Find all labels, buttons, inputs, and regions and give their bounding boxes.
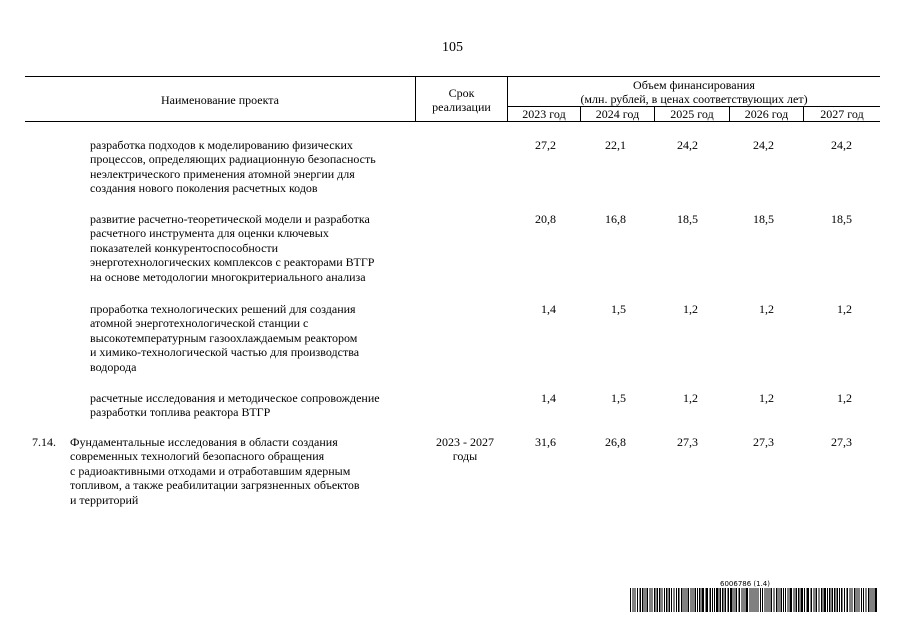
- value-2026: 18,5: [753, 212, 774, 226]
- barcode-image: [630, 588, 880, 612]
- value-2027: 27,3: [831, 435, 852, 449]
- value-2026: 1,2: [759, 391, 774, 405]
- value-2023: 20,8: [535, 212, 556, 226]
- value-2024: 1,5: [611, 391, 626, 405]
- header-bottom-rule: [25, 121, 880, 122]
- header-year-2027: 2027 год: [820, 107, 864, 121]
- header-year-2026: 2026 год: [744, 107, 789, 121]
- project-name: разработка подходов к моделированию физических процессов, определяющих радиационную безопасность неэлектрического применения атомной энергии для создания нового поколения расчетных кодов: [90, 138, 376, 196]
- value-2027: 1,2: [837, 302, 852, 316]
- value-2023: 31,6: [535, 435, 556, 449]
- value-2025: 1,2: [683, 302, 698, 316]
- row-number: 7.14.: [32, 435, 56, 449]
- header-year-2025: 2025 год: [670, 107, 714, 121]
- value-2027: 18,5: [831, 212, 852, 226]
- value-2024: 1,5: [611, 302, 626, 316]
- value-2025: 18,5: [677, 212, 698, 226]
- value-2025: 27,3: [677, 435, 698, 449]
- value-2023: 1,4: [541, 302, 556, 316]
- header-year-2024: 2024 год: [595, 107, 640, 121]
- value-2027: 24,2: [831, 138, 852, 152]
- project-name: Фундаментальные исследования в области создания современных технологий безопасного обращения с радиоактивными отходами и отработавшим ядерным топливом, а также реабилитации загрязненных объектов и территорий: [70, 435, 360, 507]
- project-name: проработка технологических решений для создания атомной энерготехнологической станции с высокотемпературным газоохлаждаемым реактором и химико-технологической частью для производства водорода: [90, 302, 360, 374]
- value-2027: 1,2: [837, 391, 852, 405]
- value-2025: 1,2: [683, 391, 698, 405]
- implementation-term: 2023 - 2027 годы: [436, 435, 494, 464]
- value-2024: 16,8: [605, 212, 626, 226]
- header-term-line2: реализации: [432, 100, 491, 114]
- page-number: 105: [442, 40, 463, 55]
- header-name-column: Наименование проекта: [160, 93, 280, 107]
- value-2026: 27,3: [753, 435, 774, 449]
- header-term-line1: Срок: [448, 86, 475, 100]
- header-top-rule: [25, 76, 880, 77]
- value-2023: 1,4: [541, 391, 556, 405]
- value-2026: 1,2: [759, 302, 774, 316]
- barcode-caption: 6006786 (1.4): [720, 580, 770, 588]
- value-2024: 26,8: [605, 435, 626, 449]
- value-2025: 24,2: [677, 138, 698, 152]
- value-2026: 24,2: [753, 138, 774, 152]
- header-funding-line2: (млн. рублей, в ценах соответствующих лет): [580, 92, 808, 106]
- value-2024: 22,1: [605, 138, 626, 152]
- project-name: развитие расчетно-теоретической модели и разработка расчетного инструмента для оценки ключевых показателей конкурентоспособности энерготехнологических комплексов с реакторами ВТГР на основе методологии многокритериального анализа: [90, 212, 375, 284]
- value-2023: 27,2: [535, 138, 556, 152]
- header-year-2023: 2023 год: [522, 107, 566, 121]
- project-name: расчетные исследования и методическое сопровождение разработки топлива реактора ВТГР: [90, 391, 380, 420]
- header-funding-line1: Объем финансирования: [633, 78, 755, 92]
